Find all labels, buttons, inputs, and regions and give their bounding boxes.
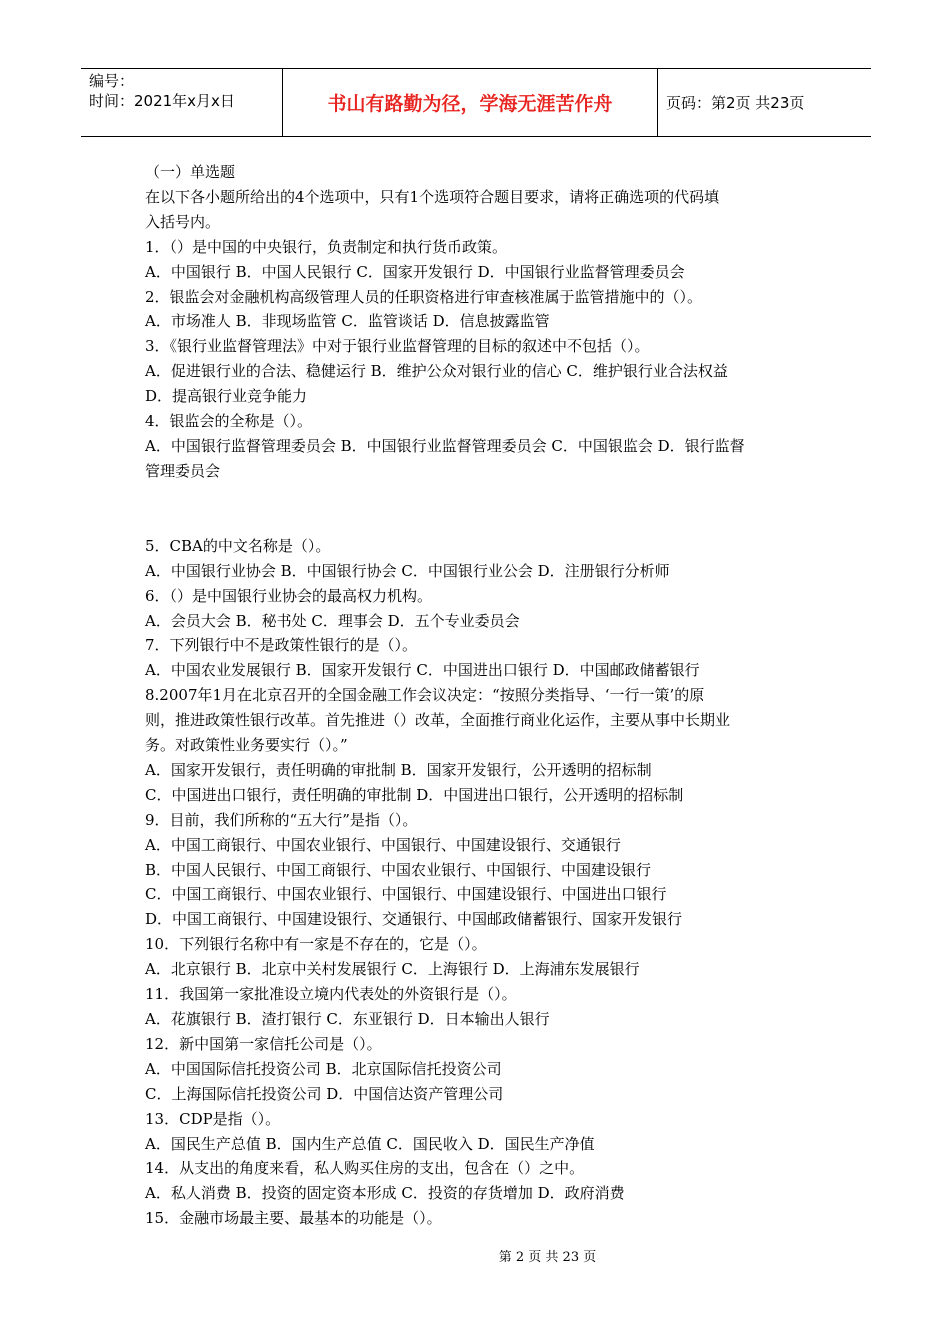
page-header bbox=[81, 68, 871, 137]
text-line: 管理委员会 bbox=[145, 461, 221, 480]
header-page-info bbox=[658, 69, 871, 136]
text-line: B．中国人民银行、中国工商银行、中国农业银行、中国银行、中国建设银行 bbox=[145, 860, 652, 879]
text-line: 2．银监会对金融机构高级管理人员的任职资格进行审查核准属于监管措施中的（）。 bbox=[145, 287, 703, 306]
text-line: D．提高银行业竞争能力 bbox=[145, 387, 308, 406]
text-line: 5．CBA的中文名称是（）。 bbox=[145, 536, 331, 555]
text-line: 1．（）是中国的中央银行，负责制定和执行货币政策。 bbox=[145, 237, 508, 256]
document-date: 时间：2021年x月x日 bbox=[89, 92, 235, 110]
blank-gap bbox=[145, 484, 815, 534]
text-line: 10．下列银行名称中有一家是不存在的，它是（）。 bbox=[145, 935, 487, 954]
header-motto: 书山有路勤为径，学海无涯苦作舟 bbox=[327, 93, 613, 115]
text-line: A．中国银行监督管理委员会 B．中国银行业监督管理委员会 C．中国银监会 D．银行监督 bbox=[145, 436, 745, 455]
text-line: 15．金融市场最主要、最基本的功能是（）。 bbox=[145, 1209, 442, 1228]
text-line: 则，推进政策性银行改革。首先推进（）改革，全面推行商业化运作，主要从事中长期业 bbox=[145, 711, 731, 730]
text-line: 13．CDP是指（）。 bbox=[145, 1109, 281, 1128]
document-body bbox=[145, 160, 815, 1231]
text-line: 4．银监会的全称是（）。 bbox=[145, 412, 313, 431]
page-footer bbox=[0, 1246, 950, 1265]
text-line: D．中国工商银行、中国建设银行、交通银行、中国邮政储蓄银行、国家开发银行 bbox=[145, 910, 683, 929]
text-line: A．北京银行 B．北京中关村发展银行 C．上海银行 D．上海浦东发展银行 bbox=[145, 960, 640, 979]
question-block-1 bbox=[145, 185, 815, 484]
text-line: 12．新中国第一家信托公司是（）。 bbox=[145, 1034, 382, 1053]
text-line: A．中国银行 B．中国人民银行 C．国家开发银行 D．中国银行业监督管理委员会 bbox=[145, 262, 685, 281]
header-motto-cell bbox=[282, 69, 658, 136]
text-line: 务。对政策性业务要实行（）。” bbox=[145, 736, 348, 755]
text-line: C．中国进出口银行，责任明确的审批制 D．中国进出口银行，公开透明的招标制 bbox=[145, 785, 684, 804]
document-number-label: 编号： bbox=[89, 72, 135, 90]
text-line: 9．目前，我们所称的“五大行”是指（）。 bbox=[145, 810, 418, 829]
text-line: 在以下各小题所给出的4个选项中，只有1个选项符合题目要求，请将正确选项的代码填 bbox=[145, 187, 720, 206]
text-line: 7．下列银行中不是政策性银行的是（）。 bbox=[145, 636, 418, 655]
footer-page-number: 第 2 页 共 23 页 bbox=[498, 1250, 597, 1265]
text-line: A．市场准人 B．非现场监管 C．监管谈话 D．信息披露监管 bbox=[145, 312, 550, 331]
header-page-label: 页码：第2页 共23页 bbox=[666, 94, 805, 112]
text-line: A．私人消费 B．投资的固定资本形成 C．投资的存货增加 D．政府消费 bbox=[145, 1184, 625, 1203]
question-block-2 bbox=[145, 534, 815, 1231]
section-title: （一）单选题 bbox=[145, 163, 236, 181]
text-line: A．国家开发银行，责任明确的审批制 B．国家开发银行，公开透明的招标制 bbox=[145, 760, 652, 779]
text-line: A．会员大会 B．秘书处 C．理事会 D．五个专业委员会 bbox=[145, 611, 520, 630]
text-line: 14．从支出的角度来看，私人购买住房的支出，包含在（）之中。 bbox=[145, 1159, 585, 1178]
text-line: 11．我国第一家批准设立境内代表处的外资银行是（）。 bbox=[145, 985, 517, 1004]
text-line: C．上海国际信托投资公司 D．中国信达资产管理公司 bbox=[145, 1084, 504, 1103]
text-line: 6．（）是中国银行业协会的最高权力机构。 bbox=[145, 586, 433, 605]
text-line: A．中国工商银行、中国农业银行、中国银行、中国建设银行、交通银行 bbox=[145, 835, 621, 854]
text-line: A．国民生产总值 B．国内生产总值 C．国民收入 D．国民生产净值 bbox=[145, 1134, 595, 1153]
text-line: A．中国国际信托投资公司 B．北京国际信托投资公司 bbox=[145, 1059, 502, 1078]
text-line: 8.2007年1月在北京召开的全国金融工作会议决定：“按照分类指导、‘一行一策’的原 bbox=[145, 686, 705, 705]
header-meta bbox=[81, 69, 282, 136]
text-line: A．中国农业发展银行 B．国家开发银行 C．中国进出口银行 D．中国邮政储蓄银行 bbox=[145, 661, 700, 680]
text-line: C．中国工商银行、中国农业银行、中国银行、中国建设银行、中国进出口银行 bbox=[145, 885, 667, 904]
text-line: A．中国银行业协会 B．中国银行协会 C．中国银行业公会 D．注册银行分析师 bbox=[145, 561, 670, 580]
text-line: 入括号内。 bbox=[145, 212, 221, 231]
text-line: A．花旗银行 B．渣打银行 C．东亚银行 D．日本输出人银行 bbox=[145, 1010, 550, 1028]
text-line: 3．《银行业监督管理法》中对于银行业监督管理的目标的叙述中不包括（）。 bbox=[145, 337, 650, 356]
text-line: A．促进银行业的合法、稳健运行 B．维护公众对银行业的信心 C．维护银行业合法权益 bbox=[145, 362, 728, 381]
